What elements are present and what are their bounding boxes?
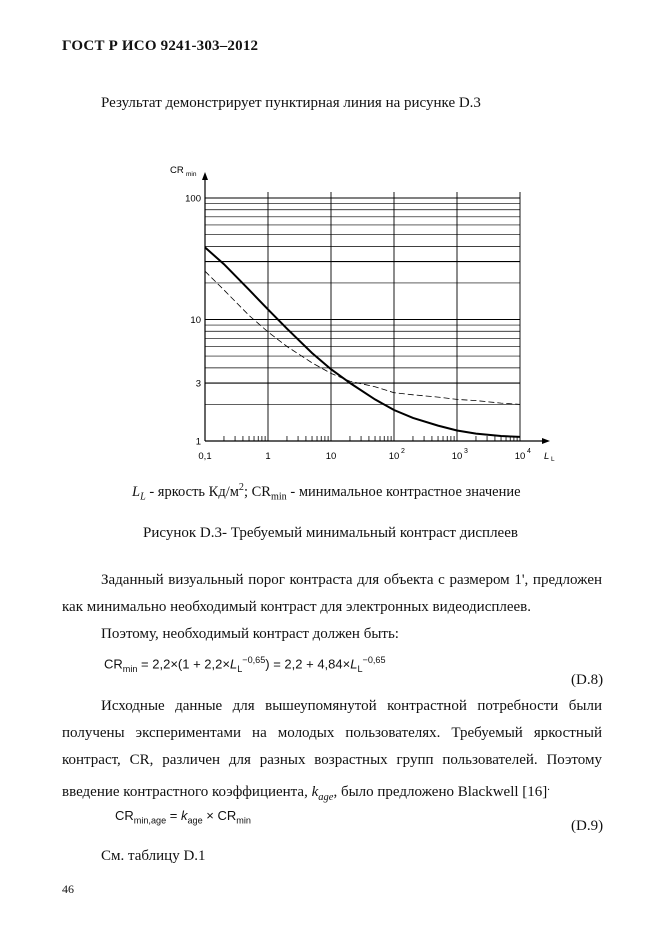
- x-tick-label: 0,1: [198, 451, 212, 462]
- formula-d9-times: × CR: [202, 808, 237, 823]
- luminance-description: - яркость Кд/м: [145, 483, 239, 500]
- y-axis-arrow: [202, 172, 208, 180]
- equation-number-d9: (D.9): [571, 818, 604, 834]
- paragraph-threshold: [62, 567, 602, 621]
- paragraph-initial-data: [62, 693, 602, 811]
- document-header: ГОСТ Р ИСО 9241-303–2012: [62, 38, 259, 54]
- y-axis-label-sub: min: [186, 171, 197, 178]
- x-axis-arrow: [542, 438, 550, 444]
- x-tick-label: 10: [325, 451, 337, 462]
- formula-d8-part1: = 2,2×(1 + 2,2×: [137, 656, 230, 672]
- chart-grid: [202, 172, 550, 444]
- x-tick-label: 10: [451, 451, 463, 462]
- formula-d8-var2-sub: L: [357, 663, 363, 674]
- paragraph-threshold-text: Заданный визуальный порог контраста для объекта с размером 1', предложен как минимально необходимый контраст для электронных видеодисплеев.: [62, 572, 602, 615]
- x-tick-label-exponent: 4: [527, 448, 531, 455]
- formula-d9: [115, 808, 251, 826]
- x-tick-label-exponent: 3: [464, 448, 468, 455]
- page-number: 46: [62, 882, 74, 896]
- x-axis-label-sub: L: [551, 456, 555, 463]
- series-line-dashed: [205, 271, 520, 404]
- equation-number-d8: (D.8): [571, 672, 604, 688]
- formula-d8-var2: L: [350, 656, 358, 672]
- luminance-symbol: L: [132, 483, 141, 500]
- x-tick-label-exponent: 2: [401, 448, 405, 455]
- formula-d9-eq: =: [166, 808, 181, 823]
- cr-symbol: ; CR: [243, 483, 271, 500]
- kage-symbol-sub: age: [318, 792, 334, 803]
- luminance-symbol-sub: L: [140, 491, 146, 503]
- formula-d8-lhs-sub: min: [122, 663, 138, 674]
- formula-d8-exp2: −0,65: [362, 655, 386, 665]
- paragraph-see-table: См. таблицу D.1: [101, 848, 206, 864]
- formula-d8-var-sub: L: [237, 663, 243, 674]
- x-tick-label: 10: [388, 451, 400, 462]
- y-tick-label: 3: [195, 378, 201, 390]
- formula-d8-part2: ) = 2,2 + 4,84×: [265, 656, 351, 672]
- formula-d9-k: k: [180, 808, 188, 823]
- formula-d9-k-sub: age: [187, 815, 203, 826]
- figure-title: Рисунок D.3- Требуемый минимальный контраст дисплеев: [143, 525, 518, 541]
- chart-series: [205, 247, 520, 437]
- series-line-solid: [205, 247, 520, 437]
- formula-d8-exp: −0,65: [242, 655, 266, 665]
- luminance-unit-exponent: 2: [238, 482, 244, 493]
- figure-legend-caption: [132, 482, 521, 503]
- figure-d3-chart: [160, 158, 560, 470]
- paragraph-initial-data-text-b: , было предложено Blackwell [16]: [333, 784, 548, 800]
- y-axis-label: CR: [170, 165, 184, 176]
- x-axis-label: L: [544, 451, 550, 462]
- cr-description: - минимальное контрастное значение: [286, 483, 521, 500]
- formula-d9-rhs-sub: min: [236, 815, 251, 826]
- formula-d9-lhs: CR: [115, 808, 134, 823]
- y-tick-label: 1: [195, 436, 201, 448]
- x-tick-label: 1: [265, 451, 271, 462]
- kage-symbol: k: [311, 784, 319, 800]
- paragraph-therefore: Поэтому, необходимый контраст должен быть:: [101, 626, 399, 642]
- x-tick-label: 10: [514, 451, 526, 462]
- cr-symbol-sub: min: [270, 491, 287, 503]
- paragraph-initial-data-text-a: Исходные данные для вышеупомянутой контрастной потребности были получены экспериментами на молодых пользователях. Требуемый яркостный контраст, CR, различен для разных возрастных групп пользователей. Поэтому введение контрастного коэффициента,: [62, 698, 602, 800]
- intro-paragraph: Результат демонстрирует пунктирная линия на рисунке D.3: [101, 95, 481, 111]
- formula-d9-lhs-sub: min,age: [133, 815, 167, 826]
- paragraph-initial-data-end: .: [547, 782, 550, 793]
- y-tick-label: 10: [190, 315, 201, 326]
- formula-d8: [104, 655, 386, 674]
- formula-d8-var: L: [229, 656, 238, 672]
- formula-d8-lhs: CR: [104, 656, 123, 672]
- y-tick-label: 100: [185, 193, 201, 205]
